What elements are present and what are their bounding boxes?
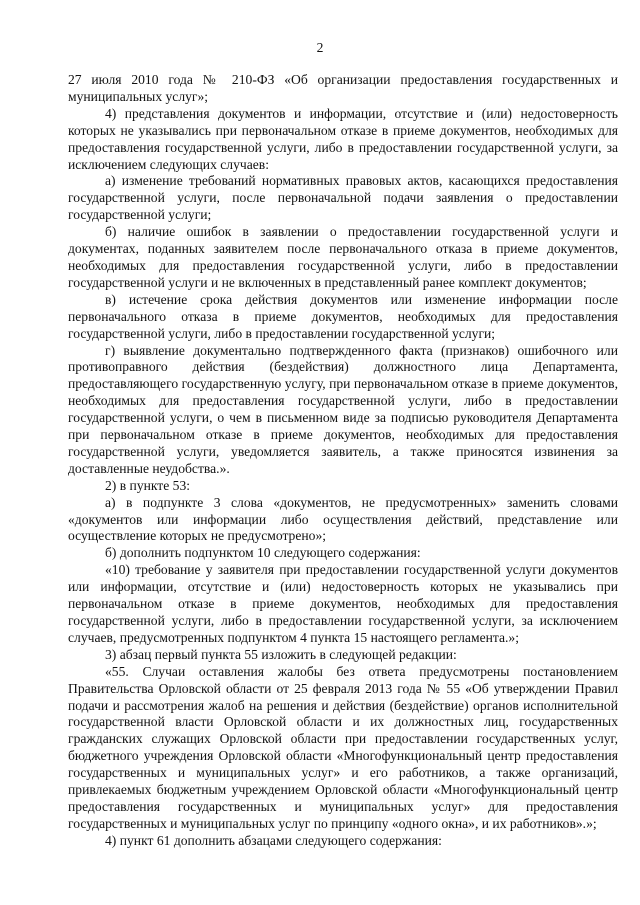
paragraph-item-2-b: б) дополнить подпунктом 10 следующего содержания: (105, 545, 421, 561)
paragraph-subitem-a: а) изменение требований нормативных правовых актов, касающихся предоставления государственной услуги, после первоначальной подачи заявления о предоставлении государственной услуги; (68, 173, 618, 223)
page-number: 2 (316, 40, 324, 55)
paragraph-quote-10: «10) требование у заявителя при предоставлении государственной услуги документов или информации, отсутствие и (или) недостоверность которых не указывались при первоначальном отказе в приеме документов, необходимых для предоставления государственной услуги, либо в предоставлении государственной услуги, за исключением случаев, предусмотренных подпунктом 4 пункта 15 настоящего регламента.»; (68, 562, 618, 645)
paragraph-item-4-final: 4) пункт 61 дополнить абзацами следующего содержания: (105, 832, 442, 848)
document-body (68, 72, 618, 850)
paragraph-subitem-v: в) истечение срока действия документов или изменение информации после первоначального отказа в приеме документов, необходимых для предоставления государственной услуги, либо в предоставлении государственной услуги; (68, 291, 618, 341)
paragraph-item-4: 4) представления документов и информации, отсутствие и (или) недостоверность которых не указывались при первоначальном отказе в приеме документов, необходимых для предоставления государственной услуги, либо в предоставлении государственной услуги, за исключением следующих случаев: (68, 105, 618, 172)
paragraph-subitem-b: б) наличие ошибок в заявлении о предоставлении государственной услуги и документах, поданных заявителем после первоначального отказа в приеме документов, необходимых для предоставления государственной услуги, либо в предоставлении государственной услуги и не включенных в представленный ранее комплект документов; (68, 224, 618, 290)
paragraph-subitem-g: г) выявление документально подтвержденного факта (признаков) ошибочного или противоправного действия (бездействия) должностного лица Департамента, предоставляющего государственную услугу, при первоначальном отказе в приеме документов, необходимых для предоставления государственной услуги, либо в предоставлении государственной услуги, о чем в письменном виде за подписью руководителя Департамента при первоначальном отказе в приеме документов, необходимых для предоставления государственной услуги, уведомляется заявитель, а также приносятся извинения за доставленные неудобства.». (68, 342, 618, 476)
paragraph-continuation: 27 июля 2010 года № 210-ФЗ «Об организации предоставления государственных и муниципальных услуг»; (68, 72, 618, 104)
paragraph-item-2-a: а) в подпункте 3 слова «документов, не предусмотренных» заменить словами «документов или информации либо осуществления действий, представление или осуществление которых не предусмотрено»; (68, 494, 618, 544)
paragraph-quote-55: «55. Случаи оставления жалобы без ответа предусмотрены постановлением Правительства Орловской области от 25 февраля 2013 года № 55 «Об утверждении Правил подачи и рассмотрения жалоб на решения и действия (бездействие) органов исполнительной государственной власти Орловской области и их должностных лиц, государственных гражданских служащих Орловской области при предоставлении государственных услуг, бюджетного учреждения Орловской области «Многофункциональный центр предоставления государственных и муниципальных услуг» и его работников, а также организаций, привлекаемых бюджетным учреждением Орловской области «Многофункциональный центр предоставления государственных и муниципальных услуг» для предоставления государственных и муниципальных услуг по принципу «одного окна», и их работников».»; (68, 663, 618, 831)
paragraph-item-3: 3) абзац первый пункта 55 изложить в следующей редакции: (105, 646, 457, 662)
paragraph-item-2: 2) в пункте 53: (105, 477, 191, 493)
